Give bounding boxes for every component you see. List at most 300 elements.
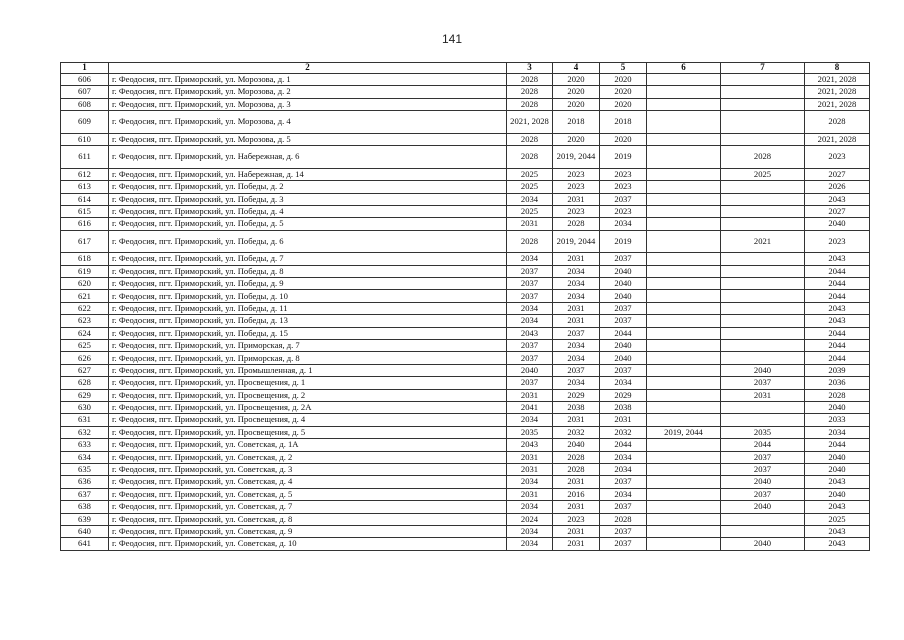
year-cell: 2021	[721, 230, 805, 253]
year-cell: 2034	[805, 426, 870, 438]
address-cell: г. Феодосия, пгт. Приморский, ул. Промышленная, д. 1	[109, 364, 507, 376]
address-cell: г. Феодосия, пгт. Приморский, ул. Советская, д. 10	[109, 538, 507, 550]
year-cell: 2037	[721, 463, 805, 475]
year-cell: 2037	[600, 501, 647, 513]
year-cell	[647, 74, 721, 86]
year-cell	[721, 205, 805, 217]
year-cell: 2037	[600, 193, 647, 205]
address-cell: г. Феодосия, пгт. Приморский, ул. Победы, д. 2	[109, 181, 507, 193]
year-cell: 2019, 2044	[553, 230, 600, 253]
year-cell: 2031	[553, 525, 600, 537]
year-cell	[647, 181, 721, 193]
year-cell: 2037	[507, 265, 553, 277]
address-cell: г. Феодосия, пгт. Приморский, ул. Советская, д. 3	[109, 463, 507, 475]
address-cell: г. Феодосия, пгт. Приморский, ул. Просвещения, д. 2А	[109, 401, 507, 413]
year-cell: 2040	[507, 364, 553, 376]
row-number-cell: 611	[61, 146, 109, 169]
row-number-cell: 633	[61, 439, 109, 451]
year-cell: 2044	[805, 265, 870, 277]
table-row	[61, 265, 870, 277]
column-header: 8	[805, 63, 870, 74]
row-number-cell: 608	[61, 98, 109, 110]
year-cell: 2034	[600, 488, 647, 500]
year-cell	[647, 278, 721, 290]
year-cell: 2016	[553, 488, 600, 500]
year-cell: 2028	[553, 451, 600, 463]
year-cell	[721, 193, 805, 205]
year-cell: 2043	[805, 476, 870, 488]
column-header: 6	[647, 63, 721, 74]
year-cell: 2034	[507, 193, 553, 205]
year-cell: 2031	[553, 253, 600, 265]
year-cell: 2031	[553, 501, 600, 513]
year-cell	[647, 86, 721, 98]
table-row	[61, 327, 870, 339]
year-cell: 2019	[600, 230, 647, 253]
year-cell: 2034	[600, 377, 647, 389]
year-cell: 2031	[553, 315, 600, 327]
year-cell: 2031	[507, 389, 553, 401]
year-cell: 2031	[507, 463, 553, 475]
year-cell: 2031	[553, 414, 600, 426]
address-cell: г. Феодосия, пгт. Приморский, ул. Советская, д. 1А	[109, 439, 507, 451]
year-cell	[647, 98, 721, 110]
row-number-cell: 610	[61, 133, 109, 145]
table-row	[61, 133, 870, 145]
year-cell: 2034	[553, 340, 600, 352]
address-cell: г. Феодосия, пгт. Приморский, ул. Просвещения, д. 2	[109, 389, 507, 401]
table-row	[61, 98, 870, 110]
year-cell: 2020	[600, 98, 647, 110]
year-cell: 2020	[600, 86, 647, 98]
year-cell	[721, 513, 805, 525]
row-number-cell: 628	[61, 377, 109, 389]
year-cell: 2044	[805, 439, 870, 451]
year-cell	[721, 253, 805, 265]
year-cell: 2032	[600, 426, 647, 438]
year-cell: 2037	[600, 253, 647, 265]
row-number-cell: 625	[61, 340, 109, 352]
year-cell: 2034	[507, 315, 553, 327]
year-cell	[647, 525, 721, 537]
year-cell: 2044	[600, 439, 647, 451]
year-cell: 2044	[805, 352, 870, 364]
year-cell	[721, 218, 805, 230]
year-cell: 2040	[805, 463, 870, 475]
address-cell: г. Феодосия, пгт. Приморский, ул. Победы, д. 4	[109, 205, 507, 217]
year-cell: 2040	[600, 290, 647, 302]
year-cell	[647, 463, 721, 475]
table-row	[61, 168, 870, 180]
table-row	[61, 193, 870, 205]
table-row	[61, 451, 870, 463]
year-cell: 2034	[507, 414, 553, 426]
year-cell: 2037	[600, 538, 647, 550]
address-cell: г. Феодосия, пгт. Приморский, ул. Победы, д. 11	[109, 302, 507, 314]
year-cell	[647, 414, 721, 426]
year-cell: 2020	[553, 74, 600, 86]
year-cell: 2021, 2028	[805, 98, 870, 110]
year-cell: 2044	[805, 340, 870, 352]
year-cell: 2028	[507, 230, 553, 253]
year-cell: 2028	[507, 98, 553, 110]
table-row	[61, 315, 870, 327]
year-cell: 2031	[553, 538, 600, 550]
year-cell	[647, 501, 721, 513]
address-cell: г. Феодосия, пгт. Приморский, ул. Победы, д. 9	[109, 278, 507, 290]
year-cell	[721, 86, 805, 98]
table-row	[61, 426, 870, 438]
year-cell	[647, 315, 721, 327]
year-cell: 2031	[507, 451, 553, 463]
year-cell: 2023	[553, 168, 600, 180]
year-cell: 2034	[553, 265, 600, 277]
year-cell: 2031	[507, 488, 553, 500]
year-cell	[647, 513, 721, 525]
table-row	[61, 340, 870, 352]
row-number-cell: 621	[61, 290, 109, 302]
year-cell: 2044	[805, 327, 870, 339]
year-cell: 2034	[507, 476, 553, 488]
year-cell: 2044	[805, 278, 870, 290]
address-cell: г. Феодосия, пгт. Приморский, ул. Приморская, д. 7	[109, 340, 507, 352]
table-row	[61, 401, 870, 413]
year-cell: 2028	[507, 74, 553, 86]
table-row	[61, 253, 870, 265]
row-number-cell: 620	[61, 278, 109, 290]
year-cell: 2038	[600, 401, 647, 413]
year-cell: 2038	[553, 401, 600, 413]
year-cell: 2020	[600, 133, 647, 145]
table-row	[61, 538, 870, 550]
table-row	[61, 525, 870, 537]
year-cell: 2037	[600, 525, 647, 537]
year-cell: 2025	[507, 205, 553, 217]
address-cell: г. Феодосия, пгт. Приморский, ул. Просвещения, д. 5	[109, 426, 507, 438]
row-number-cell: 622	[61, 302, 109, 314]
year-cell: 2025	[721, 168, 805, 180]
year-cell: 2032	[553, 426, 600, 438]
year-cell: 2023	[600, 168, 647, 180]
row-number-cell: 630	[61, 401, 109, 413]
year-cell: 2040	[721, 501, 805, 513]
address-cell: г. Феодосия, пгт. Приморский, ул. Победы, д. 5	[109, 218, 507, 230]
page-number: 141	[441, 32, 463, 46]
table-row	[61, 181, 870, 193]
address-cell: г. Феодосия, пгт. Приморский, ул. Морозова, д. 5	[109, 133, 507, 145]
address-cell: г. Феодосия, пгт. Приморский, ул. Советская, д. 8	[109, 513, 507, 525]
table-row	[61, 278, 870, 290]
year-cell: 2034	[600, 451, 647, 463]
year-cell: 2036	[805, 377, 870, 389]
table-row	[61, 513, 870, 525]
table-row	[61, 86, 870, 98]
year-cell: 2037	[507, 278, 553, 290]
year-cell: 2028	[507, 86, 553, 98]
year-cell: 2023	[553, 513, 600, 525]
year-cell: 2043	[805, 538, 870, 550]
year-cell: 2034	[553, 278, 600, 290]
address-cell: г. Феодосия, пгт. Приморский, ул. Морозова, д. 4	[109, 111, 507, 134]
year-cell: 2028	[805, 389, 870, 401]
year-cell: 2043	[805, 302, 870, 314]
year-cell	[647, 290, 721, 302]
address-cell: г. Феодосия, пгт. Приморский, ул. Набережная, д. 14	[109, 168, 507, 180]
row-number-cell: 641	[61, 538, 109, 550]
year-cell: 2037	[507, 340, 553, 352]
year-cell	[721, 111, 805, 134]
year-cell: 2027	[805, 168, 870, 180]
year-cell	[721, 265, 805, 277]
address-cell: г. Феодосия, пгт. Приморский, ул. Морозова, д. 1	[109, 74, 507, 86]
year-cell	[647, 377, 721, 389]
address-cell: г. Феодосия, пгт. Приморский, ул. Советская, д. 5	[109, 488, 507, 500]
year-cell: 2044	[721, 439, 805, 451]
year-cell: 2025	[507, 181, 553, 193]
table-row	[61, 389, 870, 401]
year-cell: 2027	[805, 205, 870, 217]
year-cell: 2037	[600, 476, 647, 488]
year-cell	[721, 98, 805, 110]
year-cell: 2028	[721, 146, 805, 169]
year-cell: 2020	[600, 74, 647, 86]
year-cell: 2040	[721, 476, 805, 488]
year-cell: 2044	[805, 290, 870, 302]
year-cell: 2031	[721, 389, 805, 401]
year-cell	[647, 193, 721, 205]
row-number-cell: 626	[61, 352, 109, 364]
year-cell: 2037	[721, 488, 805, 500]
address-cell: г. Феодосия, пгт. Приморский, ул. Победы, д. 3	[109, 193, 507, 205]
year-cell: 2019, 2044	[553, 146, 600, 169]
row-number-cell: 616	[61, 218, 109, 230]
row-number-cell: 638	[61, 501, 109, 513]
row-number-cell: 618	[61, 253, 109, 265]
year-cell: 2040	[805, 401, 870, 413]
address-cell: г. Феодосия, пгт. Приморский, ул. Победы, д. 13	[109, 315, 507, 327]
year-cell: 2033	[805, 414, 870, 426]
row-number-cell: 624	[61, 327, 109, 339]
year-cell: 2031	[507, 218, 553, 230]
address-cell: г. Феодосия, пгт. Приморский, ул. Победы, д. 6	[109, 230, 507, 253]
year-cell	[721, 181, 805, 193]
year-cell: 2034	[553, 290, 600, 302]
year-cell: 2023	[805, 146, 870, 169]
year-cell	[721, 401, 805, 413]
year-cell: 2025	[507, 168, 553, 180]
address-cell: г. Феодосия, пгт. Приморский, ул. Советская, д. 4	[109, 476, 507, 488]
table-body	[61, 74, 870, 551]
year-cell: 2043	[805, 193, 870, 205]
address-cell: г. Феодосия, пгт. Приморский, ул. Просвещения, д. 4	[109, 414, 507, 426]
row-number-cell: 609	[61, 111, 109, 134]
year-cell: 2037	[553, 327, 600, 339]
year-cell: 2023	[553, 181, 600, 193]
year-cell	[647, 389, 721, 401]
row-number-cell: 612	[61, 168, 109, 180]
year-cell: 2043	[805, 253, 870, 265]
year-cell	[647, 111, 721, 134]
table-row	[61, 463, 870, 475]
year-cell: 2025	[805, 513, 870, 525]
table-row	[61, 290, 870, 302]
year-cell	[721, 340, 805, 352]
table-row	[61, 302, 870, 314]
address-cell: г. Феодосия, пгт. Приморский, ул. Победы, д. 10	[109, 290, 507, 302]
year-cell	[647, 364, 721, 376]
year-cell	[721, 290, 805, 302]
year-cell: 2028	[805, 111, 870, 134]
year-cell: 2034	[600, 218, 647, 230]
table-row	[61, 439, 870, 451]
year-cell: 2041	[507, 401, 553, 413]
year-cell: 2037	[600, 302, 647, 314]
year-cell	[647, 538, 721, 550]
year-cell: 2034	[600, 463, 647, 475]
year-cell	[647, 168, 721, 180]
year-cell: 2028	[507, 133, 553, 145]
year-cell	[647, 476, 721, 488]
housing-register-table	[60, 62, 870, 551]
row-number-cell: 632	[61, 426, 109, 438]
year-cell: 2020	[553, 98, 600, 110]
row-number-cell: 636	[61, 476, 109, 488]
table-row	[61, 74, 870, 86]
row-number-cell: 607	[61, 86, 109, 98]
year-cell: 2034	[553, 377, 600, 389]
row-number-cell: 606	[61, 74, 109, 86]
year-cell: 2029	[600, 389, 647, 401]
year-cell	[647, 230, 721, 253]
year-cell: 2028	[553, 463, 600, 475]
year-cell	[721, 414, 805, 426]
year-cell: 2028	[600, 513, 647, 525]
year-cell	[647, 133, 721, 145]
year-cell	[721, 327, 805, 339]
address-cell: г. Феодосия, пгт. Приморский, ул. Победы, д. 15	[109, 327, 507, 339]
year-cell: 2040	[721, 364, 805, 376]
year-cell: 2035	[721, 426, 805, 438]
column-header: 5	[600, 63, 647, 74]
year-cell: 2034	[507, 501, 553, 513]
row-number-cell: 640	[61, 525, 109, 537]
address-cell: г. Феодосия, пгт. Приморский, ул. Просвещения, д. 1	[109, 377, 507, 389]
year-cell	[721, 133, 805, 145]
address-cell: г. Феодосия, пгт. Приморский, ул. Советская, д. 9	[109, 525, 507, 537]
year-cell	[647, 439, 721, 451]
year-cell: 2040	[805, 488, 870, 500]
year-cell: 2018	[553, 111, 600, 134]
year-cell: 2040	[600, 352, 647, 364]
address-cell: г. Феодосия, пгт. Приморский, ул. Победы, д. 7	[109, 253, 507, 265]
year-cell: 2037	[721, 377, 805, 389]
year-cell: 2040	[805, 451, 870, 463]
column-header: 7	[721, 63, 805, 74]
year-cell	[647, 265, 721, 277]
year-cell: 2037	[600, 364, 647, 376]
table-row	[61, 205, 870, 217]
year-cell: 2018	[600, 111, 647, 134]
year-cell: 2034	[507, 253, 553, 265]
year-cell: 2031	[600, 414, 647, 426]
year-cell: 2029	[553, 389, 600, 401]
year-cell: 2034	[553, 352, 600, 364]
year-cell	[647, 205, 721, 217]
year-cell: 2035	[507, 426, 553, 438]
year-cell: 2043	[805, 525, 870, 537]
year-cell: 2043	[805, 501, 870, 513]
year-cell: 2034	[507, 302, 553, 314]
year-cell: 2037	[721, 451, 805, 463]
row-number-cell: 639	[61, 513, 109, 525]
year-cell	[647, 327, 721, 339]
table-row	[61, 352, 870, 364]
header-row	[61, 63, 870, 74]
row-number-cell: 613	[61, 181, 109, 193]
address-cell: г. Феодосия, пгт. Приморский, ул. Советская, д. 7	[109, 501, 507, 513]
year-cell: 2034	[507, 525, 553, 537]
year-cell: 2039	[805, 364, 870, 376]
row-number-cell: 629	[61, 389, 109, 401]
year-cell	[647, 340, 721, 352]
year-cell: 2028	[553, 218, 600, 230]
year-cell: 2021, 2028	[507, 111, 553, 134]
address-cell: г. Феодосия, пгт. Приморский, ул. Победы, д. 8	[109, 265, 507, 277]
row-number-cell: 619	[61, 265, 109, 277]
year-cell: 2043	[805, 315, 870, 327]
table-row	[61, 111, 870, 134]
address-cell: г. Феодосия, пгт. Приморский, ул. Набережная, д. 6	[109, 146, 507, 169]
row-number-cell: 631	[61, 414, 109, 426]
table-row	[61, 501, 870, 513]
year-cell	[647, 253, 721, 265]
table-row	[61, 230, 870, 253]
column-header: 4	[553, 63, 600, 74]
year-cell: 2023	[600, 181, 647, 193]
row-number-cell: 637	[61, 488, 109, 500]
year-cell: 2031	[553, 193, 600, 205]
column-header: 2	[109, 63, 507, 74]
year-cell	[647, 352, 721, 364]
year-cell: 2026	[805, 181, 870, 193]
year-cell: 2040	[553, 439, 600, 451]
year-cell: 2021, 2028	[805, 133, 870, 145]
year-cell: 2031	[553, 476, 600, 488]
year-cell	[647, 302, 721, 314]
year-cell: 2037	[600, 315, 647, 327]
column-header: 3	[507, 63, 553, 74]
year-cell	[647, 218, 721, 230]
year-cell: 2037	[507, 352, 553, 364]
year-cell: 2040	[721, 538, 805, 550]
year-cell	[647, 451, 721, 463]
year-cell	[647, 146, 721, 169]
year-cell: 2043	[507, 439, 553, 451]
table-row	[61, 377, 870, 389]
table-row	[61, 488, 870, 500]
column-header: 1	[61, 63, 109, 74]
year-cell: 2031	[553, 302, 600, 314]
row-number-cell: 623	[61, 315, 109, 327]
year-cell	[721, 525, 805, 537]
year-cell: 2037	[507, 377, 553, 389]
address-cell: г. Феодосия, пгт. Приморский, ул. Морозова, д. 2	[109, 86, 507, 98]
year-cell	[647, 401, 721, 413]
year-cell: 2034	[507, 538, 553, 550]
year-cell	[721, 315, 805, 327]
year-cell: 2023	[805, 230, 870, 253]
table-row	[61, 218, 870, 230]
